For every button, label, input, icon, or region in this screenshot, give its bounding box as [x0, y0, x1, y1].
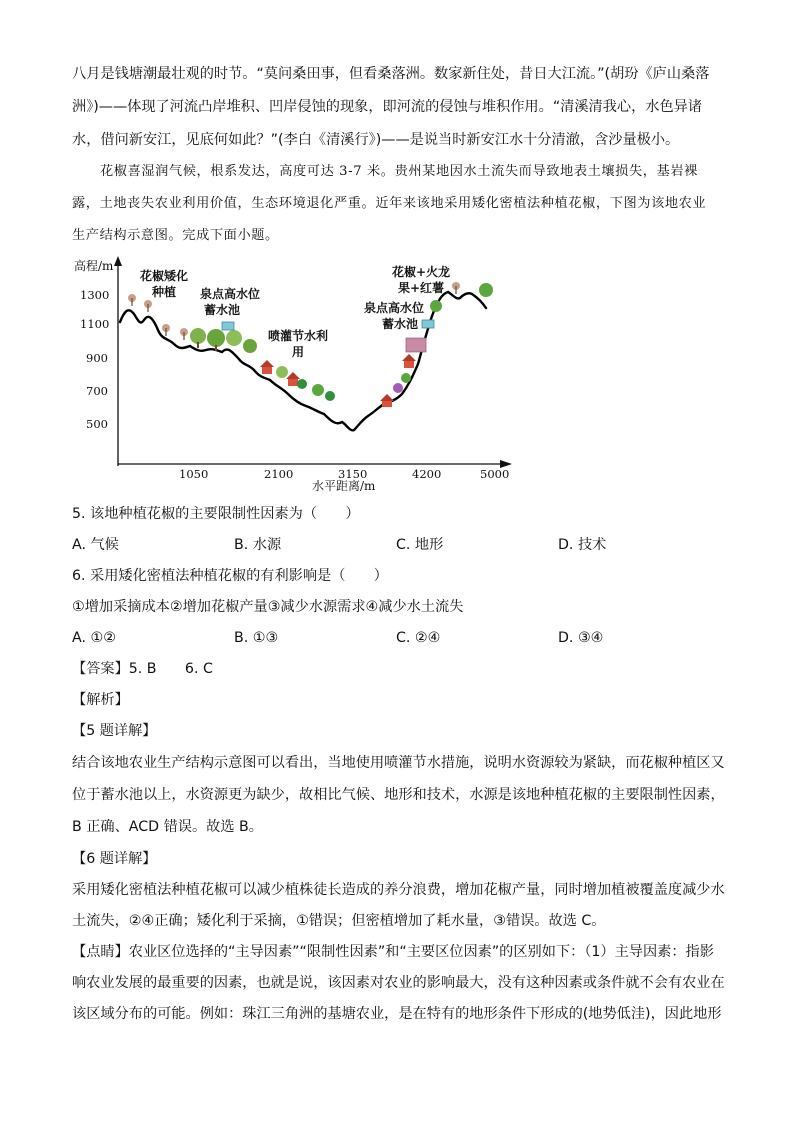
house-icon	[288, 378, 298, 386]
answer-tag: 【答案】	[72, 661, 129, 677]
label-quandian-right-2: 蓄水池	[382, 317, 419, 331]
q5-detail-tag: 【5 题详解】	[72, 723, 157, 739]
green-tree-trunk	[215, 345, 217, 351]
green-tree-icon	[207, 329, 225, 347]
y-tick-700: 700	[86, 384, 108, 398]
label-penguan-1: 喷灌节水利	[268, 329, 329, 343]
house-icon	[404, 360, 414, 368]
building-icon	[406, 338, 426, 352]
terrain-profile-line	[120, 292, 486, 430]
green-tree-trunk	[197, 342, 199, 348]
answer-line	[72, 659, 213, 679]
x-tick-2100: 2100	[264, 467, 294, 481]
y-tick-1100: 1100	[80, 317, 110, 331]
house-roof-icon	[260, 360, 274, 367]
tree-icon-group	[128, 282, 493, 407]
label-huajiao-mix-1: 花椒+火龙	[392, 265, 451, 279]
agriculture-structure-diagram	[72, 254, 522, 494]
q6-option-c[interactable]: C. ②④	[396, 630, 441, 646]
x-tick-3150: 3150	[338, 467, 368, 481]
water-tank-icon	[422, 320, 434, 328]
x-tick-4200: 4200	[412, 467, 442, 481]
q5-option-d[interactable]: D. 技术	[558, 537, 607, 553]
q5-option-c[interactable]: C. 地形	[396, 537, 444, 553]
house-roof-icon	[380, 394, 394, 401]
q5-detail-line-2: 位于蓄水池以上，水资源更为缺少，故相比气候、地形和技术，水源是该地种植花椒的主要限制性因素，	[72, 787, 725, 803]
green-tree-icon	[325, 391, 335, 401]
q6-option-b[interactable]: B. ①③	[234, 630, 279, 646]
house-roof-icon	[286, 372, 300, 379]
passage-2-line-3: 生产结构示意图。完成下面小题。	[72, 228, 279, 243]
green-tree-icon	[297, 379, 307, 389]
analysis-tag: 【解析】	[72, 692, 129, 708]
question-5-stem: 5. 该地种植花椒的主要限制性因素为（ ）	[72, 506, 360, 522]
label-quandian-left-2: 蓄水池	[204, 303, 241, 317]
green-tree-icon	[276, 366, 288, 378]
green-tree-icon	[243, 339, 257, 353]
green-tree-icon	[479, 283, 493, 297]
green-tree-icon	[401, 373, 411, 383]
label-huajiao-1: 花椒矮化	[140, 269, 189, 283]
house-roof-icon	[402, 354, 416, 361]
q6-detail-line-1: 采用矮化密植法种植花椒可以减少植株徒长造成的养分浪费，增加花椒产量，同时增加植被覆盖度减少水	[72, 882, 725, 898]
water-tank-icon	[222, 322, 234, 330]
y-axis-label: 高程/m	[74, 259, 114, 273]
q5-detail-line-3: B 正确、ACD 错误。故选 B。	[72, 819, 263, 835]
x-axis-label: 水平距离/m	[312, 479, 376, 493]
green-tree-icon	[226, 330, 242, 346]
y-axis-arrow	[114, 256, 122, 266]
label-huajiao-2: 种植	[152, 285, 177, 299]
dianjing-line-2: 响农业发展的最重要的因素，也就是说，该因素对农业的影响最大，没有这种因素或条件就不会有农业在	[72, 975, 725, 991]
label-huajiao-mix-2: 果+红薯	[398, 281, 445, 295]
question-6-stem: 6. 采用矮化密植法种植花椒的有利影响是（ ）	[72, 568, 388, 584]
passage-2-line-2: 露，土地丧失农业利用价值，生态环境退化严重。近年来该地采用矮化密植法种植花椒，下图为该地农业	[72, 196, 707, 211]
green-tree-icon	[190, 328, 206, 344]
q5-detail-line-1: 结合该地农业生产结构示意图可以看出，当地使用喷灌节水措施，说明水资源较为紧缺，而花椒种植区又	[72, 755, 725, 771]
q6-detail-tag: 【6 题详解】	[72, 851, 157, 867]
answer-text: 5. B 6. C	[128, 661, 213, 677]
y-tick-1300: 1300	[80, 288, 110, 302]
dianjing-tag: 【点睛】	[72, 944, 129, 960]
green-tree-icon	[430, 300, 442, 312]
dianjing-line-1	[72, 942, 714, 962]
q6-option-d[interactable]: D. ③④	[558, 630, 604, 646]
label-penguan-2: 用	[292, 345, 305, 359]
house-icon	[382, 400, 392, 407]
passage-2-line-1: 花椒喜湿润气候，根系发达，高度可达 3-7 米。贵州某地因水土流失而导致地表土壤损失，基岩裸	[100, 164, 698, 179]
dianjing-line-3: 该区域分布的可能。例如：珠江三角洲的基塘农业，是在特有的地形条件下形成的(地势低洼)，因此地形	[72, 1006, 722, 1022]
q5-option-a[interactable]: A. 气候	[72, 537, 119, 553]
x-tick-5000: 5000	[480, 467, 510, 481]
y-tick-500: 500	[86, 417, 108, 431]
fruit-plant-icon	[393, 383, 403, 393]
label-quandian-left-1: 泉点高水位	[200, 287, 261, 301]
passage-1-line-2: 洲》)——体现了河流凸岸堆积、凹岸侵蚀的现象，即河流的侵蚀与堆积作用。“清溪清我心，水色异诸	[72, 99, 703, 115]
dianjing-text-1: 农业区位选择的“主导因素”“限制性因素”和“主要区位因素”的区别如下：（1）主导因素：指影	[128, 944, 714, 960]
y-tick-900: 900	[86, 351, 108, 365]
q6-detail-line-2: 土流失，②④正确；矮化利于采摘，①错误；但密植增加了耗水量，③错误。故选 C。	[72, 913, 606, 929]
q5-option-b[interactable]: B. 水源	[234, 537, 282, 553]
house-icon	[262, 366, 272, 374]
x-tick-1050: 1050	[179, 467, 209, 481]
passage-1-line-3: 水，借问新安江，见底何如此？”(李白《清溪行》)——是说当时新安江水十分清澈，含沙量极小。	[72, 132, 680, 148]
passage-1-line-1: 八月是钱塘潮最壮观的时节。“莫问桑田事，但看桑落洲。数家新住处，昔日大江流。”(胡玢《庐山桑落	[72, 66, 710, 82]
q6-option-a[interactable]: A. ①②	[72, 630, 116, 646]
green-tree-icon	[312, 384, 324, 396]
label-quandian-right-1: 泉点高水位	[364, 301, 425, 315]
question-6-statements: ①增加采摘成本②增加花椒产量③减少水源需求④减少水土流失	[72, 599, 464, 615]
